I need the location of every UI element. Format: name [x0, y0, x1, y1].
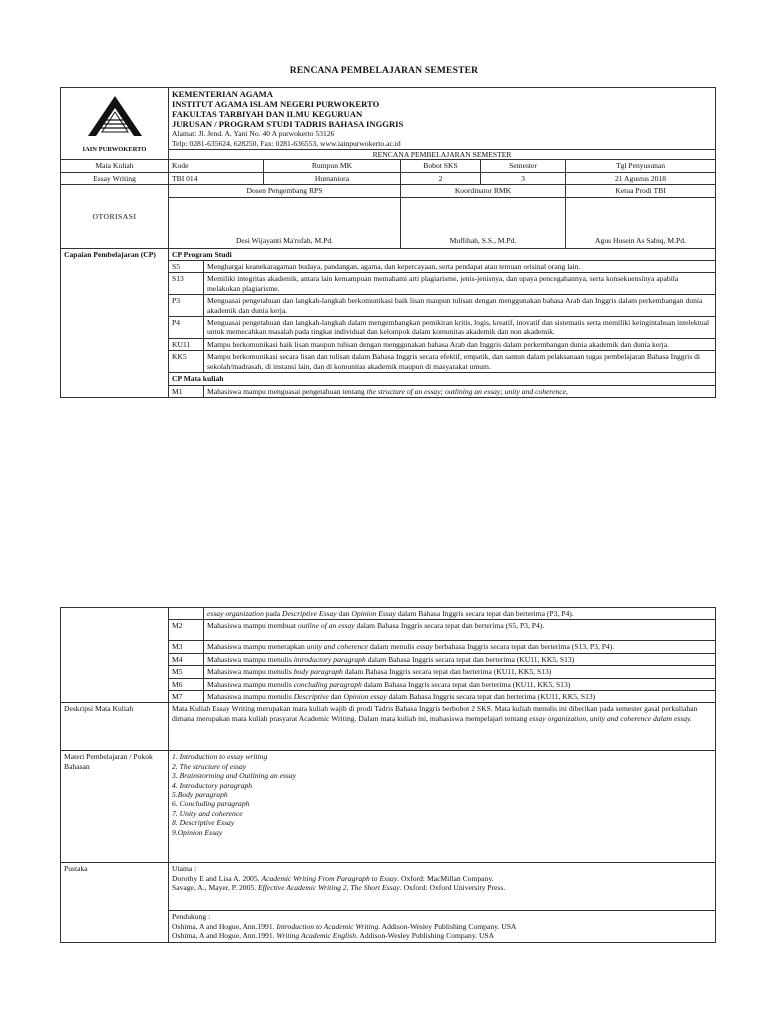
- materi-item: [172, 781, 712, 790]
- m-a: Mahasiswa mampu menerapkan: [207, 642, 307, 652]
- m-a: Mahasiswa mampu menulis: [207, 654, 294, 664]
- m-a: Mahasiswa mampu menulis: [207, 692, 294, 702]
- deskripsi-text: [169, 703, 716, 751]
- ref-b: . Oxford: Oxford University Press.: [399, 883, 506, 893]
- cp-code: P4: [169, 317, 204, 339]
- cp-text: Mampu berkomunikasi baik lisan maupun tulisan dengan menggunakan bahasa Arab dan Inggris dalam perkembangan dunia akademik dan dunia kerja.: [204, 338, 716, 350]
- m1-i3: Opinion Essay: [351, 609, 396, 618]
- subheader: RENCANA PEMBELAJARAN SEMESTER: [169, 150, 716, 160]
- ref-title: Academic Writing From Paragraph to Essay: [261, 873, 398, 883]
- course-label-bobot: Bobot SKS: [401, 160, 481, 172]
- materi-item: [172, 771, 712, 780]
- signature-koordinator: [401, 197, 566, 248]
- materi-item: [172, 799, 712, 808]
- institution-line1: KEMENTERIAN AGAMA: [172, 89, 273, 99]
- ref-a: Oshima, A and Hogue, Ann.1991.: [172, 921, 277, 931]
- ref-title: Introduction to Academic Writing: [276, 921, 379, 931]
- cp-code: KK5: [169, 351, 204, 373]
- course-value-mata-kuliah: Essay Writing: [61, 172, 169, 184]
- m1-italic: essay organization: [207, 609, 264, 618]
- m-a: Mahasiswa mampu menulis: [207, 667, 294, 677]
- m-b: dalam Bahasa Inggris secara tepat dan berterima (KU11, KK5, S13): [342, 667, 552, 677]
- m-b: dan: [328, 692, 344, 702]
- m-i2: essay: [416, 642, 433, 652]
- cp-text: Mampu berkomunikasi secara lisan dan tulisan dalam Bahasa Inggris secara efektif, empatik, dan santun dalam pelaksanaan tugas pembelajaran Bahasa Inggris di sekolah/madrasah, di instansi lain, dan di komunitas akademik maupun di masyarakat umum.: [204, 351, 716, 373]
- institution-line3: FAKULTAS TARBIYAH DAN ILMU KEGURUAN: [172, 109, 363, 119]
- m-i2: Opinion essay: [343, 692, 387, 702]
- materi-item-text: 4. Introductory paragraph: [172, 780, 253, 790]
- materi-item: [172, 752, 712, 761]
- m-a: Mahasiswa mampu membuat: [207, 621, 298, 631]
- cp-mk-text-italic: the structure of an essay; outlining an essay; unity and coherence,: [366, 386, 568, 396]
- name-dosen: Desi Wijayanti Ma'rufah, M.Pd.: [235, 236, 334, 246]
- logo-cell: [61, 88, 169, 160]
- document-title: RENCANA PEMBELAJARAN SEMESTER: [289, 66, 479, 76]
- pustaka-entry: [172, 931, 712, 940]
- m-text: [204, 620, 716, 641]
- iain-logo: [80, 94, 150, 144]
- m-c: berbahasa Inggris secara tepat dan berterima (S13, P3, P4).: [432, 642, 615, 652]
- institution-phone: Telp: 0281-635624, 628250, Fax: 0281-636553, www.iainpurwokerto.ac.id: [172, 138, 401, 148]
- course-value-semester: 3: [481, 172, 566, 184]
- m-code: M5: [169, 666, 204, 678]
- name-kaprodi: Agus Husein As Sabiq, M.Pd.: [595, 236, 686, 246]
- m-code: M2: [169, 620, 204, 641]
- cp-code: S13: [169, 273, 204, 295]
- deskripsi-italic: essay organization, unity and coherence dalam essay.: [529, 713, 692, 723]
- ref-title: Writing Academic English: [276, 931, 357, 941]
- institution-line4: JURUSAN / PROGRAM STUDI TADRIS BAHASA INGGRIS: [172, 119, 404, 129]
- m-a: Mahasiswa mampu menulis: [207, 679, 294, 689]
- m-code: M4: [169, 653, 204, 665]
- course-label-rumpun: Rumpun MK: [264, 160, 401, 172]
- cp-code: KU11: [169, 338, 204, 350]
- m-i: Descriptive: [293, 692, 329, 702]
- m-i: introductory paragraph: [293, 654, 366, 664]
- course-value-tgl: 21 Agustus 2018: [566, 172, 716, 184]
- m-i: outline of an essay: [297, 621, 355, 631]
- m-code: M6: [169, 678, 204, 690]
- ref-a: Oshima, A and Hogue, Ann.1991.: [172, 931, 277, 941]
- cp-mk-text-a: Mahasiswa mampu menguasai pengetahuan tentang: [207, 386, 367, 396]
- ref-b: . Addison-Wesley Publishing Company. USA: [356, 931, 495, 941]
- institution-address: Alamat: Jl. Jend. A. Yani No. 40 A purwokerto 53126: [172, 129, 335, 138]
- m-b: dalam Bahasa Inggris secara tepat dan berterima (S5, P3, P4).: [354, 621, 545, 631]
- materi-item-text: 6. Concluding paragraph: [172, 799, 250, 809]
- pustaka-entry: [172, 883, 712, 892]
- m-i: body paragraph: [293, 667, 343, 677]
- m-text: [204, 653, 716, 665]
- m-b: dalam Bahasa Inggris secara tepat dan berterima (KU11, KK5, S13): [365, 654, 575, 664]
- course-value-bobot: 2: [401, 172, 481, 184]
- page-gap: [0, 470, 768, 607]
- cp-mk-text: [204, 385, 716, 397]
- m1-a: pada: [263, 609, 283, 618]
- course-label-semester: Semester: [481, 160, 566, 172]
- materi-label: Materi Pembelajaran / Pokok Bahasan: [61, 751, 169, 863]
- materi-item: [172, 809, 712, 818]
- institution-header: [169, 88, 716, 150]
- pustaka-utama-label: Utama :: [172, 864, 197, 874]
- materi-item: [172, 828, 712, 837]
- pustaka-label: Pustaka: [61, 863, 169, 942]
- cp-prodi-heading: CP Program Studi: [169, 248, 716, 260]
- materi-item-text: 2. The structure of essay: [172, 761, 247, 771]
- m1-cont-text: [204, 608, 716, 620]
- deskripsi-body: Mata Kuliah Essay Writing merupakan mata kuliah wajib di prodi Tadris Bahasa Inggris berbobot 2 SKS. Mata kuliah menulis ini diberikan pada semester gasal perkuliahan dimana merupakan mata kuliah prasyarat Academic Writing. Dalam mata kuliah ini, mahasiswa mempelajari tentang: [172, 704, 698, 723]
- cp-code: P3: [169, 295, 204, 317]
- m-i: unity and coherence: [306, 642, 369, 652]
- logo-caption: IAIN PURWOKERTO: [82, 145, 147, 153]
- m-text: [204, 641, 716, 653]
- m-code: M7: [169, 691, 204, 703]
- rps-table-page1: [60, 87, 716, 398]
- name-koordinator: Muflihah, S.S., M.Pd.: [449, 236, 517, 246]
- materi-item: [172, 818, 712, 827]
- m-b: dalam Bahasa Inggris secara tepat dan berterima (KU11, KK5, S13): [361, 679, 571, 689]
- m-text: [204, 666, 716, 678]
- m-text: [204, 691, 716, 703]
- course-value-kode: TBI 014: [169, 172, 264, 184]
- cp-mk-heading: CP Mata kuliah: [169, 373, 716, 385]
- cp-text: Menguasai pengetahuan dan langkah-langkah dalam mengembangkan pemikiran kritis, logis, kreatif, inovatif dan sistematis serta memiliki keingintahuan intelektual untuk memecahkan masalah pada tingkat individual dan kelompok dalam komunitas akademik dan non akademik.: [204, 317, 716, 339]
- role-koordinator: Koordinator RMK: [401, 185, 566, 197]
- cp-text: Menguasai pengetahuan dan langkah-langkah berkomunikasi baik lisan maupun tulisan dengan menggunakan bahasa Arab dan Inggris dalam perkembangan dunia akademik dan dunia kerja.: [204, 295, 716, 317]
- cp-mk-code: M1: [169, 385, 204, 397]
- cp-mk-continued-label: [61, 608, 169, 703]
- materi-list: [169, 751, 716, 863]
- ref-a: Savage, A., Mayer, P. 2005.: [172, 883, 258, 893]
- course-label-mata-kuliah: Mata Kuliah: [61, 160, 169, 172]
- signature-dosen: [169, 197, 401, 248]
- course-label-kode: Kode: [169, 160, 264, 172]
- cp-code: S5: [169, 261, 204, 273]
- m1-cont-code: [169, 608, 204, 620]
- pustaka-entry: [172, 922, 712, 931]
- materi-item: [172, 790, 712, 799]
- pustaka-utama: [169, 863, 716, 911]
- pustaka-entry: [172, 874, 712, 883]
- pustaka-pendukung: [169, 911, 716, 942]
- materi-item: [172, 762, 712, 771]
- m-text: [204, 678, 716, 690]
- otorisasi-label: OTORISASI: [61, 185, 169, 248]
- materi-item-text: 1. Introduction to essay writing: [172, 752, 268, 762]
- institution-line2: INSTITUT AGAMA ISLAM NEGERI PURWOKERTO: [172, 99, 380, 109]
- m1-b: dan: [336, 609, 352, 618]
- cp-label: Capaian Pembelajaran (CP): [61, 248, 169, 397]
- m-b: dalam menulis: [368, 642, 417, 652]
- materi-item-text: 5.Body paragraph: [172, 790, 228, 800]
- ref-b: . Addison-Wesley Publishing Company. USA: [378, 921, 517, 931]
- role-dosen: Dosen Pengembang RPS: [169, 185, 401, 197]
- m-code: M3: [169, 641, 204, 653]
- deskripsi-label: Deskripsi Mata Kuliah: [61, 703, 169, 751]
- ref-b: . Oxford: MacMillan Company.: [397, 873, 494, 883]
- m-c: dalam Bahasa Inggris secara tepat dan berterima (KU11, KK5, S13): [386, 692, 596, 702]
- ref-a: Dorothy E and Lisa A. 2005.: [172, 873, 262, 883]
- pustaka-pendukung-label: Pendukung :: [172, 912, 211, 922]
- course-label-tgl: Tgl Penyusunan: [566, 160, 716, 172]
- materi-item-text: 8. Descriptive Essay: [172, 818, 235, 828]
- materi-item-text: 3. Brainstorming and Outlining an essay: [172, 771, 297, 781]
- role-kaprodi: Ketua Prodi TBI: [566, 185, 716, 197]
- cp-text: Menghargai keanekaragaman budaya, pandangan, agama, dan kepercayaan, serta pendapat atau temuan orisinal orang lain.: [204, 261, 716, 273]
- course-value-rumpun: Humaniora: [264, 172, 401, 184]
- ref-title: Effective Academic Writing 2, The Short Essay: [257, 883, 400, 893]
- materi-item-text: 9.Opinion Essay: [172, 827, 223, 837]
- signature-kaprodi: [566, 197, 716, 248]
- cp-text: Memiliki integritas akademik, antara lain kemampuan memahami arti plagiarisme, jenis-jenisnya, dan upaya pencegahannya, serta konsekuensinya apabila melakukan plagiarisme.: [204, 273, 716, 295]
- m-i: concluding paragraph: [293, 679, 362, 689]
- m1-i2: Descriptive Essay: [282, 609, 337, 618]
- m1-c: dalam Bahasa Inggris secara tepat dan berterima (P3, P4).: [395, 609, 574, 618]
- rps-table-page2: [60, 607, 716, 943]
- materi-item-text: 7. Unity and coherence: [172, 808, 243, 818]
